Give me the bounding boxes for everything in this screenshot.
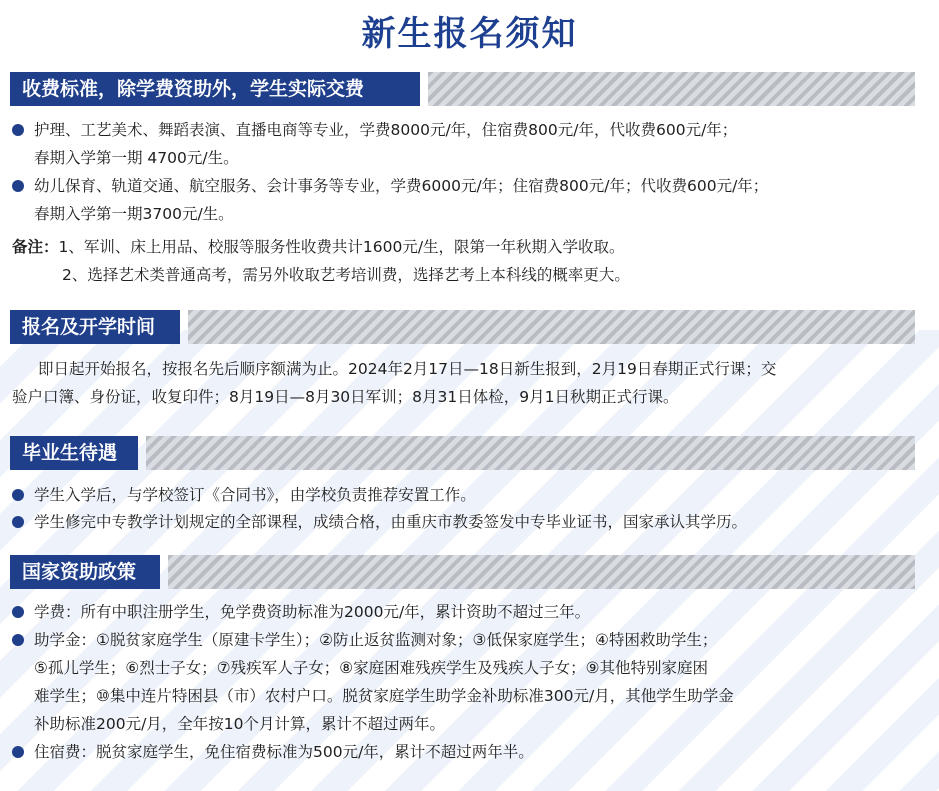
note-1-text: 1、军训、床上用品、校服等服务性收费共计1600元/生，限第一年秋期入学收取。 [58,238,625,256]
section-fees-stripe-bar [428,72,915,106]
note-line-2: 2、选择艺术类普通高考，需另外收取艺考培训费，选择艺考上本科线的概率更大。 [62,266,630,284]
section-fees-header [10,72,915,106]
bullet-dot [12,746,24,758]
schedule-paragraph-line-2: 验户口簿、身份证，收复印件；8月19日—8月30日军训；8月31日体检，9月1日秋期正式行课。 [12,388,679,406]
list-item-text: 学生入学后，与学校签订《合同书》，由学校负责推荐安置工作。 [34,486,476,504]
section-aid-header [10,555,915,589]
note-label: 备注： [12,238,59,256]
list-item-text: 学费：所有中职注册学生，免学费资助标准为2000元/年，累计资助不超过三年。 [34,603,591,621]
list-item-text: 春期入学第一期 4700元/生。 [34,149,239,167]
section-graduates-stripe-bar [146,436,915,470]
bullet-dot [12,606,24,618]
list-item-text: 住宿费：脱贫家庭学生，免住宿费标准为500元/年，累计不超过两年半。 [34,743,534,761]
section-fees-title: 收费标准，除学费资助外，学生实际交费 [10,72,420,106]
bullet-dot [12,124,24,136]
section-graduates-header [10,436,915,470]
list-item-text: 助学金：①脱贫家庭学生（原建卡学生）；②防止返贫监测对象；③低保家庭学生；④特困救助学生； [34,631,718,649]
list-item-text: ⑤孤儿学生；⑥烈士子女；⑦残疾军人子女；⑧家庭困难残疾学生及残疾人子女；⑨其他特别家庭困 [34,659,708,677]
schedule-paragraph-line-1: 即日起开始报名，按报名先后顺序额满为止。2024年2月17日—18日新生报到，2月19日春期正式行课；交 [38,360,777,378]
section-aid-stripe-bar [168,555,915,589]
section-schedule-title: 报名及开学时间 [10,310,180,344]
list-item-text: 难学生；⑩集中连片特困县（市）农村户口。脱贫家庭学生助学金补助标准300元/月，其他学生助学金 [34,687,734,705]
bullet-dot [12,634,24,646]
list-item-text: 护理、工艺美术、舞蹈表演、直播电商等专业，学费8000元/年，住宿费800元/年，代收费600元/年； [34,121,738,139]
section-schedule-header [10,310,915,344]
list-item-text: 春期入学第一期3700元/生。 [34,205,234,223]
section-graduates-title: 毕业生待遇 [10,436,138,470]
list-item-text: 补助标准200元/月，全年按10个月计算，累计不超过两年。 [34,715,446,733]
section-aid-title: 国家资助政策 [10,555,160,589]
bullet-dot [12,180,24,192]
section-schedule-stripe-bar [188,310,915,344]
list-item-text: 幼儿保育、轨道交通、航空服务、会计事务等专业，学费6000元/年；住宿费800元/年；代收费600元/年； [34,177,769,195]
page-title: 新生报名须知 [361,14,578,54]
bullet-dot [12,516,24,528]
bullet-dot [12,489,24,501]
list-item-text: 学生修完中专教学计划规定的全部课程，成绩合格，由重庆市教委签发中专毕业证书，国家承认其学历。 [34,513,748,531]
note-line-1 [12,233,625,262]
